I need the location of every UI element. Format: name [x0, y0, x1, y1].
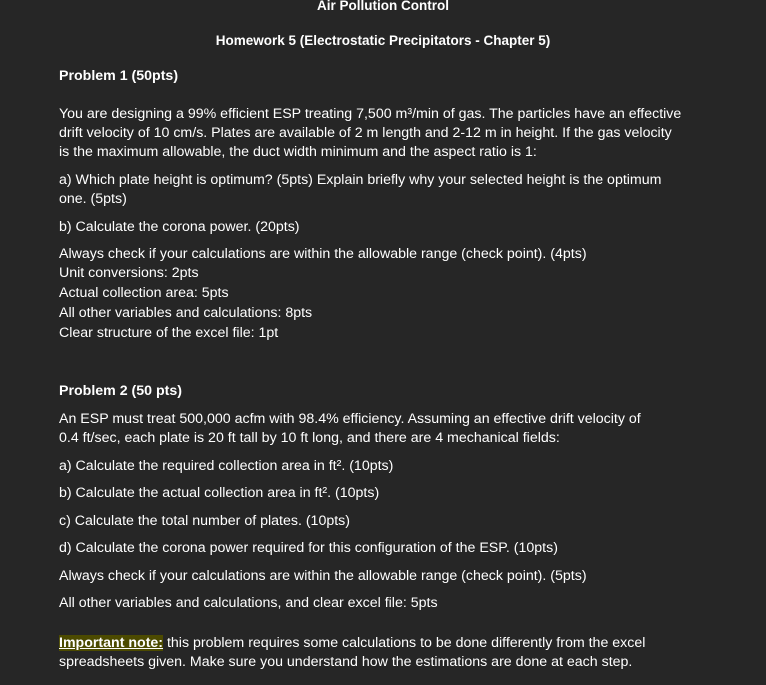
problem1-part-a-line: one. (5pts) [59, 191, 127, 207]
problem2-part: b) Calculate the actual collection area in ft². (10pts) [59, 485, 380, 501]
important-note-label: Important note: [59, 635, 164, 651]
document-subtitle: Homework 5 (Electrostatic Precipitators - Chapter 5) [215, 33, 551, 48]
problem1-intro-line: You are designing a 99% efficient ESP treating 7,500 m³/min of gas. The particles have an effective [59, 106, 682, 122]
problem2-part: d) Calculate the corona power required for this configuration of the ESP. (10pts) [59, 540, 558, 556]
problem2-heading: Problem 2 (50 pts) [59, 383, 182, 399]
problem1-grading-item: Always check if your calculations are within the allowable range (check point). (4pts) [59, 246, 587, 262]
problem2-part: a) Calculate the required collection area in ft². (10pts) [59, 458, 394, 474]
document-title: Air Pollution Control [317, 0, 449, 13]
important-note-line [59, 634, 645, 653]
problem1-grading-item: All other variables and calculations: 8pts [59, 305, 313, 321]
problem2-other-calculations: All other variables and calculations, and clear excel file: 5pts [59, 595, 438, 611]
problem1-part-b: b) Calculate the corona power. (20pts) [59, 219, 300, 235]
important-note-line-2: spreadsheets given. Make sure you understand how the estimations are done at each step. [59, 654, 633, 670]
problem1-intro-line: drift velocity of 10 cm/s. Plates are available of 2 m length and 2-12 m in height. If the gas velocity [59, 125, 672, 141]
important-note-text: this problem requires some calculations to be done differently from the excel [163, 635, 646, 651]
problem2-intro-line: An ESP must treat 500,000 acfm with 98.4% efficiency. Assuming an effective drift velocity of [59, 411, 641, 427]
problem1-grading-item: Actual collection area: 5pts [59, 285, 229, 301]
problem1-part-a-line: a) Which plate height is optimum? (5pts) Explain briefly why your selected height is the optimum [59, 172, 662, 188]
problem1-heading: Problem 1 (50pts) [59, 68, 179, 84]
problem1-grading-item: Unit conversions: 2pts [59, 265, 199, 281]
problem2-part: c) Calculate the total number of plates. (10pts) [59, 513, 350, 529]
problem1-grading-item: Clear structure of the excel file: 1pt [59, 325, 279, 341]
problem1-intro-line: is the maximum allowable, the duct width minimum and the aspect ratio is 1: [59, 144, 537, 160]
problem2-intro-line: 0.4 ft/sec, each plate is 20 ft tall by 10 ft long, and there are 4 mechanical fields: [59, 430, 560, 446]
problem2-check-point: Always check if your calculations are within the allowable range (check point). (5pts) [59, 568, 587, 584]
